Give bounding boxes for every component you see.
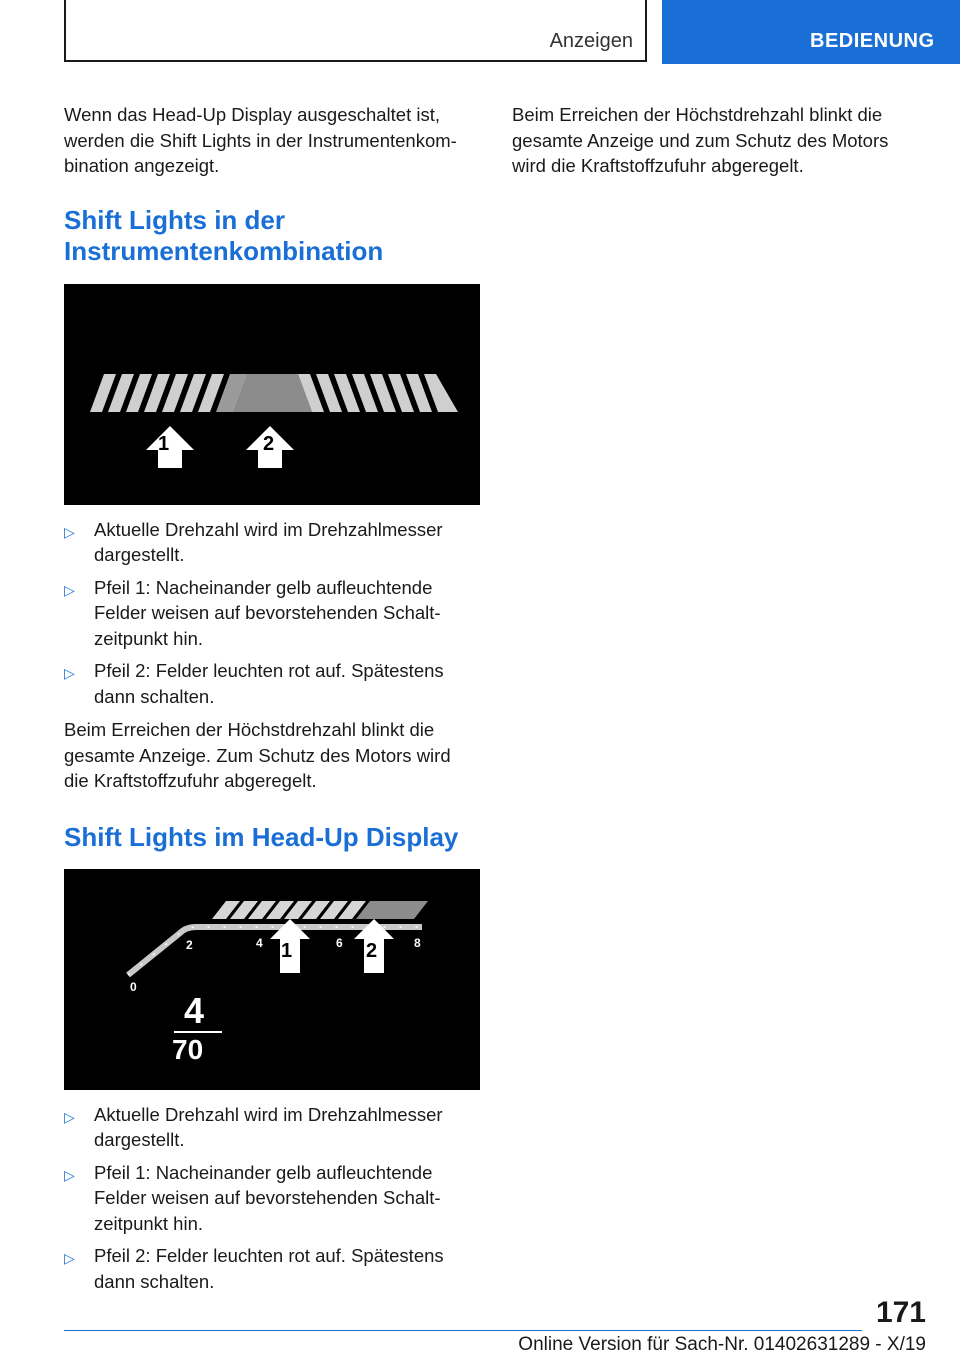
svg-text:1: 1 — [281, 939, 293, 962]
svg-text:0: 0 — [130, 979, 137, 994]
svg-text:2: 2 — [366, 939, 378, 962]
list-item: ▷ Pfeil 2: Felder leuchten rot auf. Spätestens dann schalten. — [64, 660, 444, 707]
triangle-bullet-icon: ▷ — [64, 1108, 75, 1125]
heading-instrument-cluster: Shift Lights in der Instrumentenkombination — [64, 204, 384, 266]
svg-text:2: 2 — [186, 937, 193, 952]
triangle-bullet-icon: ▷ — [64, 523, 75, 540]
right-paragraph: Beim Erreichen der Höchstdrehzahl blinkt die gesamte Anzeige und zum Schutz des Motors wird die Kraftstoffzufuhr abgeregelt. — [512, 104, 889, 176]
list-item: ▷ Pfeil 1: Nacheinander gelb aufleuchtende Felder weisen auf bevorstehenden Schaltzeitpunkt hin. — [64, 576, 441, 649]
header-section-title: Anzeigen — [549, 30, 633, 52]
hud-divider — [174, 1031, 222, 1033]
page-number: 171 — [875, 1296, 926, 1329]
svg-text:2: 2 — [263, 432, 275, 455]
header-chapter-tab — [662, 0, 960, 64]
list-item: ▷ Aktuelle Drehzahl wird im Drehzahlmesser dargestellt. — [64, 518, 443, 565]
triangle-bullet-icon: ▷ — [64, 1166, 75, 1183]
header-chapter-title: BEDIENUNG — [810, 30, 935, 52]
figure-hud-shift-lights — [64, 869, 480, 1090]
left-column — [64, 102, 484, 1294]
list-instrument-cluster — [64, 517, 480, 710]
svg-text:4: 4 — [256, 935, 263, 950]
footer-text: Online Version für Sach-Nr. 01402631289 - X/19 — [518, 1334, 926, 1355]
max-rpm-paragraph: Beim Erreichen der Höchstdrehzahl blinkt die gesamte Anzeige. Zum Schutz des Motors wird die Kraftstoffzufuhr abgeregelt. — [64, 719, 451, 791]
list-item: ▷ Pfeil 1: Nacheinander gelb aufleuchtende Felder weisen auf bevorstehenden Schaltzeitpunkt hin. — [64, 1161, 441, 1234]
list-item: ▷ Pfeil 2: Felder leuchten rot auf. Spätestens dann schalten. — [64, 1245, 444, 1292]
hud-speed-value: 70 — [172, 1033, 204, 1065]
figure-instrument-shift-lights — [64, 284, 480, 505]
triangle-bullet-icon: ▷ — [64, 1250, 75, 1266]
intro-paragraph: Wenn das Head-Up Display ausgeschaltet ist, werden die Shift Lights in der Instrumentenkombination angezeigt. — [64, 104, 457, 176]
list-head-up-display — [64, 1102, 480, 1295]
triangle-bullet-icon: ▷ — [64, 581, 75, 598]
heading-head-up-display: Shift Lights im Head-Up Display — [64, 821, 459, 852]
svg-text:8: 8 — [414, 935, 421, 950]
hud-gear-value: 4 — [184, 989, 205, 1031]
svg-text:1: 1 — [158, 432, 170, 455]
header-section-box — [64, 0, 647, 62]
svg-text:6: 6 — [336, 935, 343, 950]
triangle-bullet-icon: ▷ — [64, 665, 75, 681]
list-item: ▷ Aktuelle Drehzahl wird im Drehzahlmesser dargestellt. — [64, 1103, 443, 1150]
right-column — [512, 102, 912, 179]
footer-divider — [64, 1330, 862, 1331]
